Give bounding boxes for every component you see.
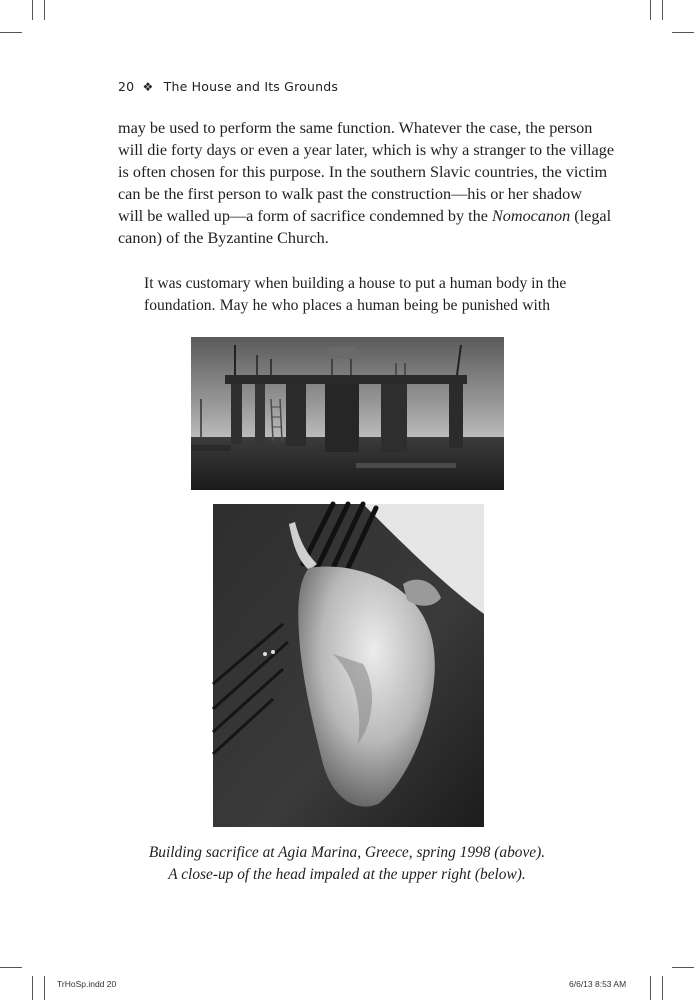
crop-mark — [32, 976, 33, 1000]
crop-mark — [44, 976, 45, 1000]
paragraph-line-tail: (legal — [570, 207, 612, 225]
nomocanon-term: Nomocanon — [491, 207, 571, 225]
crop-mark — [662, 976, 663, 1000]
slug-date: 6/6/13 8:53 AM — [569, 979, 627, 989]
page-number: 20 — [118, 79, 135, 94]
crop-mark — [672, 32, 694, 33]
slug-file: TrHoSp.indd 20 — [57, 979, 117, 989]
crop-mark — [0, 967, 22, 968]
paragraph-last-line: canon) of the Byzantine Church. — [118, 229, 329, 247]
quote-line: foundation. May he who places a human being be punished with — [144, 297, 550, 314]
crop-mark — [672, 967, 694, 968]
running-head-title: The House and Its Grounds — [163, 79, 339, 94]
crop-mark — [662, 0, 663, 20]
paragraph-line: may be used to perform the same function. Whatever the case, the person — [118, 119, 593, 137]
paragraph-line: can be the first person to walk past the construction—his or her shadow — [118, 185, 582, 203]
construction-photo — [191, 337, 504, 490]
crop-mark — [650, 0, 651, 20]
paragraph-line — [118, 205, 612, 227]
figure-caption-line-2: A close-up of the head impaled at the upper right (below). — [168, 866, 526, 883]
paragraph-line: is often chosen for this purpose. In the southern Slavic countries, the victim — [118, 163, 608, 181]
crop-mark — [0, 32, 22, 33]
ornament-icon: ❖ — [142, 80, 154, 94]
head-closeup-photo — [213, 504, 484, 827]
quote-line: It was customary when building a house to put a human body in the — [144, 275, 567, 292]
paragraph-line: will die forty days or even a year later, which is why a stranger to the village — [118, 141, 615, 159]
crop-mark — [44, 0, 45, 20]
figure-caption-line-1: Building sacrifice at Agia Marina, Greece, spring 1998 (above). — [148, 844, 546, 861]
crop-mark — [32, 0, 33, 20]
paragraph-line-text: will be walled up—a form of sacrifice condemned by the — [118, 207, 492, 225]
running-head — [118, 79, 338, 94]
crop-mark — [650, 976, 651, 1000]
